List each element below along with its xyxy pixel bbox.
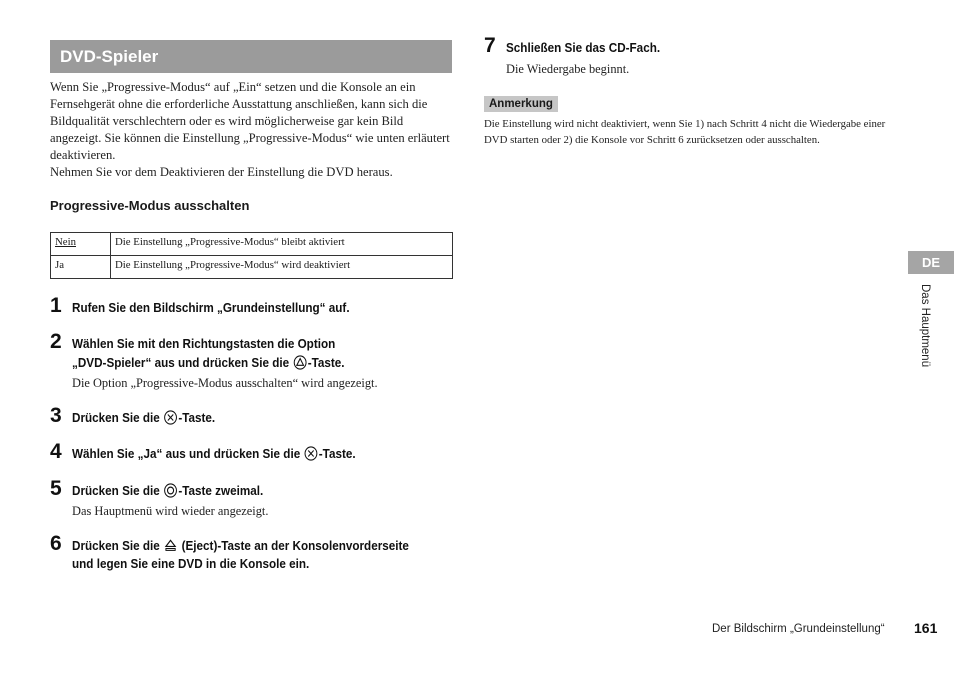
- intro-paragraph-1: Wenn Sie „Progressive-Modus“ auf „Ein“ setzen und die Konsole an ein Fernsehgerät ohne die erforderliche Ausstattung anschließen, kann sich die Bildqualität verschlechtern oder es wird möglicherweise gar kein Bild angezeigt. Sie können die Einstellung „Progressive-Modus“ wie unten erläutert deaktivieren.: [50, 80, 450, 162]
- step-text: [72, 481, 263, 500]
- step-text-part: -Taste zweimal.: [178, 483, 264, 498]
- step-text-part: Drücken Sie die: [72, 410, 164, 425]
- step-subtext: Die Option „Progressive-Modus ausschalten“ wird angezeigt.: [72, 376, 378, 390]
- page-number: 161: [914, 620, 938, 636]
- step-number: 5: [50, 477, 62, 500]
- step-text: [72, 408, 215, 427]
- note-label: Anmerkung: [484, 96, 558, 112]
- step-text-part: „DVD-Spieler“ aus und drücken Sie die: [72, 355, 293, 370]
- intro-text: [50, 79, 454, 181]
- eject-icon: [164, 538, 178, 553]
- step-text: [72, 353, 345, 372]
- table-cell-description: Die Einstellung „Progressive-Modus“ wird deaktiviert: [111, 256, 453, 279]
- step-text: [72, 536, 409, 555]
- cross-button-icon: [164, 410, 178, 425]
- table-cell-option: Ja: [51, 256, 111, 279]
- step-subtext: Die Wiedergabe beginnt.: [506, 62, 630, 76]
- intro-paragraph-2: Nehmen Sie vor dem Deaktivieren der Einstellung die DVD heraus.: [50, 165, 393, 179]
- step-text-part: -Taste.: [307, 355, 345, 370]
- step-text-part: (Eject)-Taste an der Konsolenvorderseite: [178, 538, 409, 553]
- language-tab: DE: [908, 251, 954, 274]
- section-header: DVD-Spieler: [50, 40, 452, 73]
- step-number: 6: [50, 532, 62, 555]
- step-text-part: Drücken Sie die: [72, 483, 164, 498]
- footer-title: Der Bildschirm „Grundeinstellung“: [712, 623, 885, 635]
- step-subtext: Das Hauptmenü wird wieder angezeigt.: [72, 504, 269, 518]
- table-row: [51, 256, 453, 279]
- step-text-part: Drücken Sie die: [72, 538, 164, 553]
- step-text-part: Wählen Sie „Ja“ aus und drücken Sie die: [72, 446, 304, 461]
- cross-button-icon: [304, 446, 318, 461]
- table-cell-description: Die Einstellung „Progressive-Modus“ bleibt aktiviert: [111, 233, 453, 256]
- step-text: und legen Sie eine DVD in die Konsole ein.: [72, 556, 310, 571]
- triangle-button-icon: [293, 355, 307, 370]
- table-row: [51, 233, 453, 256]
- step-text: Rufen Sie den Bildschirm „Grundeinstellung“ auf.: [72, 300, 350, 315]
- step-number: 4: [50, 440, 62, 463]
- step-number: 2: [50, 330, 62, 353]
- step-number: 1: [50, 294, 62, 317]
- step-text-part: -Taste.: [318, 446, 356, 461]
- step-number: 7: [484, 34, 496, 57]
- subheading: Progressive-Modus ausschalten: [50, 198, 250, 213]
- step-text: Wählen Sie mit den Richtungstasten die Option: [72, 336, 336, 351]
- chapter-label: Das Hauptmenü: [919, 284, 931, 368]
- step-text: Schließen Sie das CD-Fach.: [506, 40, 661, 55]
- table-cell-option: Nein: [51, 233, 111, 256]
- step-text-part: -Taste.: [178, 410, 216, 425]
- note-text: Die Einstellung wird nicht deaktiviert, wenn Sie 1) nach Schritt 4 nicht die Wiedergabe einer DVD starten oder 2) die Konsole vor Schritt 6 zurücksetzen oder ausschalten.: [484, 118, 886, 146]
- step-text: [72, 444, 356, 463]
- step-number: 3: [50, 404, 62, 427]
- circle-button-icon: [164, 483, 178, 498]
- options-table: [50, 232, 453, 279]
